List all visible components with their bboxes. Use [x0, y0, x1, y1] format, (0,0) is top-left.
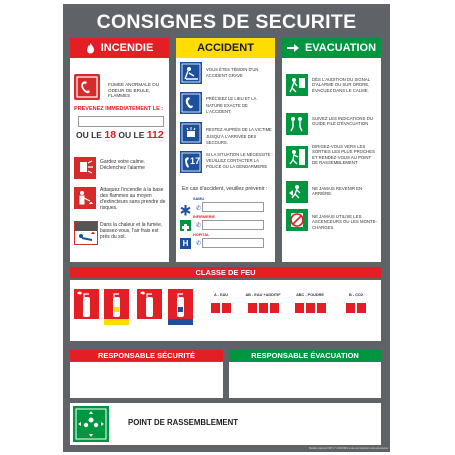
incendie-title: INCENDIE: [100, 42, 154, 54]
infirmerie-row: [180, 215, 272, 235]
poster-title: CONSIGNES DE SECURITE: [96, 11, 357, 33]
accident-item-3: RESTEZ AUPRÈS DE LA VICTIME JUSQU'À L'ARRIVÉE DES SECOURS.: [206, 127, 272, 145]
evacuation-item-5: NE JAMAIS UTILISE LES ASCENCEURS OU LES MONTE-CHARGES.: [312, 214, 377, 230]
class-ab-group: [242, 293, 284, 318]
no-elevator-sign: [286, 209, 308, 231]
responsable-securite-box: [70, 362, 223, 398]
incendie-item-1: Gardez votre calme. Déclenchez l'alarme: [100, 159, 146, 171]
first-aid-cross-icon: [180, 220, 191, 231]
responsable-securite-header: RESPONSABLE SÉCURITÉ: [70, 350, 223, 361]
class-ab-title: AB - EAU +ADDITIF: [245, 293, 281, 297]
fire-class-icon: [346, 303, 355, 313]
fire-class-icon: [357, 303, 366, 313]
infirmerie-label: INFIRMERIE: [193, 215, 215, 219]
prevenir-label: En cas d'accident, veuillez prévenir :: [182, 186, 268, 192]
incendie-header: [70, 38, 169, 58]
evacuation-column: [282, 38, 381, 262]
accident-title: ACCIDENT: [197, 42, 254, 54]
footer-note: Modèle déposé INPI n° 20244981 toute reproduction sera poursuivie: [309, 447, 388, 450]
hopital-label: HOPITAL: [193, 233, 210, 237]
ou-le-text-1: OU LE: [76, 130, 102, 140]
incendie-intro: FUMEE ANORMALE OU ODEUR DE BRULE, FLAMMES: [108, 82, 160, 99]
extinguisher-use-sign: [74, 187, 96, 209]
fire-class-icon: [306, 303, 315, 313]
evacuation-item-2: SUIVEZ LES INDICATIONS DU GUIDE FILE D'ÉVACUATION: [312, 116, 373, 127]
prevenez-label: PREVENEZ IMMEDIATEMENT LE :: [74, 106, 164, 112]
accident-item-2: PRÉCISEZ LE LIEU ET LA NATURE EXACTE DE L'ACCIDENT.: [206, 96, 257, 114]
fire-class-icon: [211, 303, 220, 313]
class-b-group: [336, 293, 376, 318]
class-b-title: B - CO2: [349, 293, 363, 297]
accident-header: [176, 38, 275, 58]
accident-item-1: VOUS ÊTES TÉMOIN D'UN ACCIDENT GRAVE: [206, 67, 259, 78]
extinguisher-sign-4: [168, 289, 193, 325]
hospital-h-icon: H: [180, 238, 191, 249]
phone-blank-field: [78, 116, 164, 127]
samu-row: [180, 197, 272, 217]
class-abc-group: [289, 293, 331, 318]
extinguisher-sign-3: [137, 289, 162, 325]
class-abc-title: ABC - POUDRE: [296, 293, 324, 297]
class-a-title: A - EAU: [214, 293, 228, 297]
star-of-life-icon: [180, 203, 191, 214]
emergency-numbers: [76, 129, 166, 141]
fire-class-icon: [295, 303, 304, 313]
witness-sign: [180, 62, 202, 84]
fire-phone-sign: [74, 74, 100, 100]
arrow-right-icon: [287, 43, 299, 53]
hopital-row: [180, 233, 272, 253]
samu-field: [202, 202, 264, 212]
assembly-point-panel: [70, 403, 381, 445]
accident-item-4: SI LA SITUATION LE NÉCESSITE : VEUILLEZ CONTACTER LA POLICE OU LA GENDARMERIE: [206, 152, 273, 170]
incendie-column: [70, 38, 169, 262]
classe-feu-header: CLASSE DE FEU: [70, 267, 381, 278]
stay-with-victim-sign: [180, 122, 202, 144]
number-112: 112: [146, 129, 164, 141]
exit-door-sign: [286, 146, 308, 168]
accident-column: [176, 38, 275, 262]
evacuation-item-4: NE JAMAIS REVENIR EN ARRIÈRE.: [312, 186, 363, 197]
evacuation-title: EVACUATION: [304, 42, 377, 54]
responsable-evacuation-header: RESPONSABLE ÉVACUATION: [229, 350, 381, 361]
fire-class-icon: [259, 303, 268, 313]
evacuation-item-3: DIRIGEZ-VOUS VERS LES SORTIES LES PLUS PROCHES ET RENDEZ-VOUS AU POINT DE RASSEMBLEMENT: [312, 144, 375, 165]
guide-file-sign: [286, 113, 308, 135]
fire-class-icon: [270, 303, 279, 313]
incendie-item-3: Dans la chaleur et la fumée, baissez-vous, l'air frais est près du sol.: [100, 222, 163, 240]
responsable-evacuation-box: [229, 362, 381, 398]
incendie-item-2: Attaquez l'incendie à la base des flammes au moyen d'extincteurs sans prendre de risques.: [100, 187, 166, 211]
flame-icon: [86, 43, 95, 54]
extinguisher-sign-1: [74, 289, 99, 325]
fire-class-icon: [248, 303, 257, 313]
evacuation-header: [282, 38, 381, 58]
hopital-field: [202, 238, 264, 248]
phone-icon: ✆: [196, 223, 202, 229]
alarm-sign: [74, 157, 96, 179]
police-number: 17: [190, 156, 201, 166]
classe-feu-panel: [70, 280, 381, 341]
number-18: 18: [104, 129, 117, 141]
evacuation-item-1: DÈS L'AUDITION DU SIGNAL D'ALARME OU SUR ORDRE, ÉVACUEZ DANS LE CALME.: [312, 77, 370, 93]
extinguisher-sign-2: [104, 289, 129, 325]
class-a-group: [203, 293, 239, 318]
no-return-sign: [286, 181, 308, 203]
alarm-evacuate-sign: [286, 74, 308, 96]
phone-icon: ✆: [196, 206, 202, 212]
infirmerie-field: [202, 220, 264, 230]
assembly-point-label: POINT DE RASSEMBLEMENT: [128, 418, 239, 427]
crawl-low-sign: [74, 221, 98, 245]
phone-call-sign: [180, 92, 202, 114]
assembly-point-sign: [73, 406, 109, 442]
police-17-sign: [180, 151, 202, 173]
samu-label: SAMU: [193, 197, 205, 201]
fire-class-icon: [222, 303, 231, 313]
phone-icon: ✆: [196, 241, 202, 247]
safety-poster: [63, 4, 390, 452]
fire-class-icon: [317, 303, 326, 313]
ou-le-text-2: OU LE: [118, 130, 145, 140]
